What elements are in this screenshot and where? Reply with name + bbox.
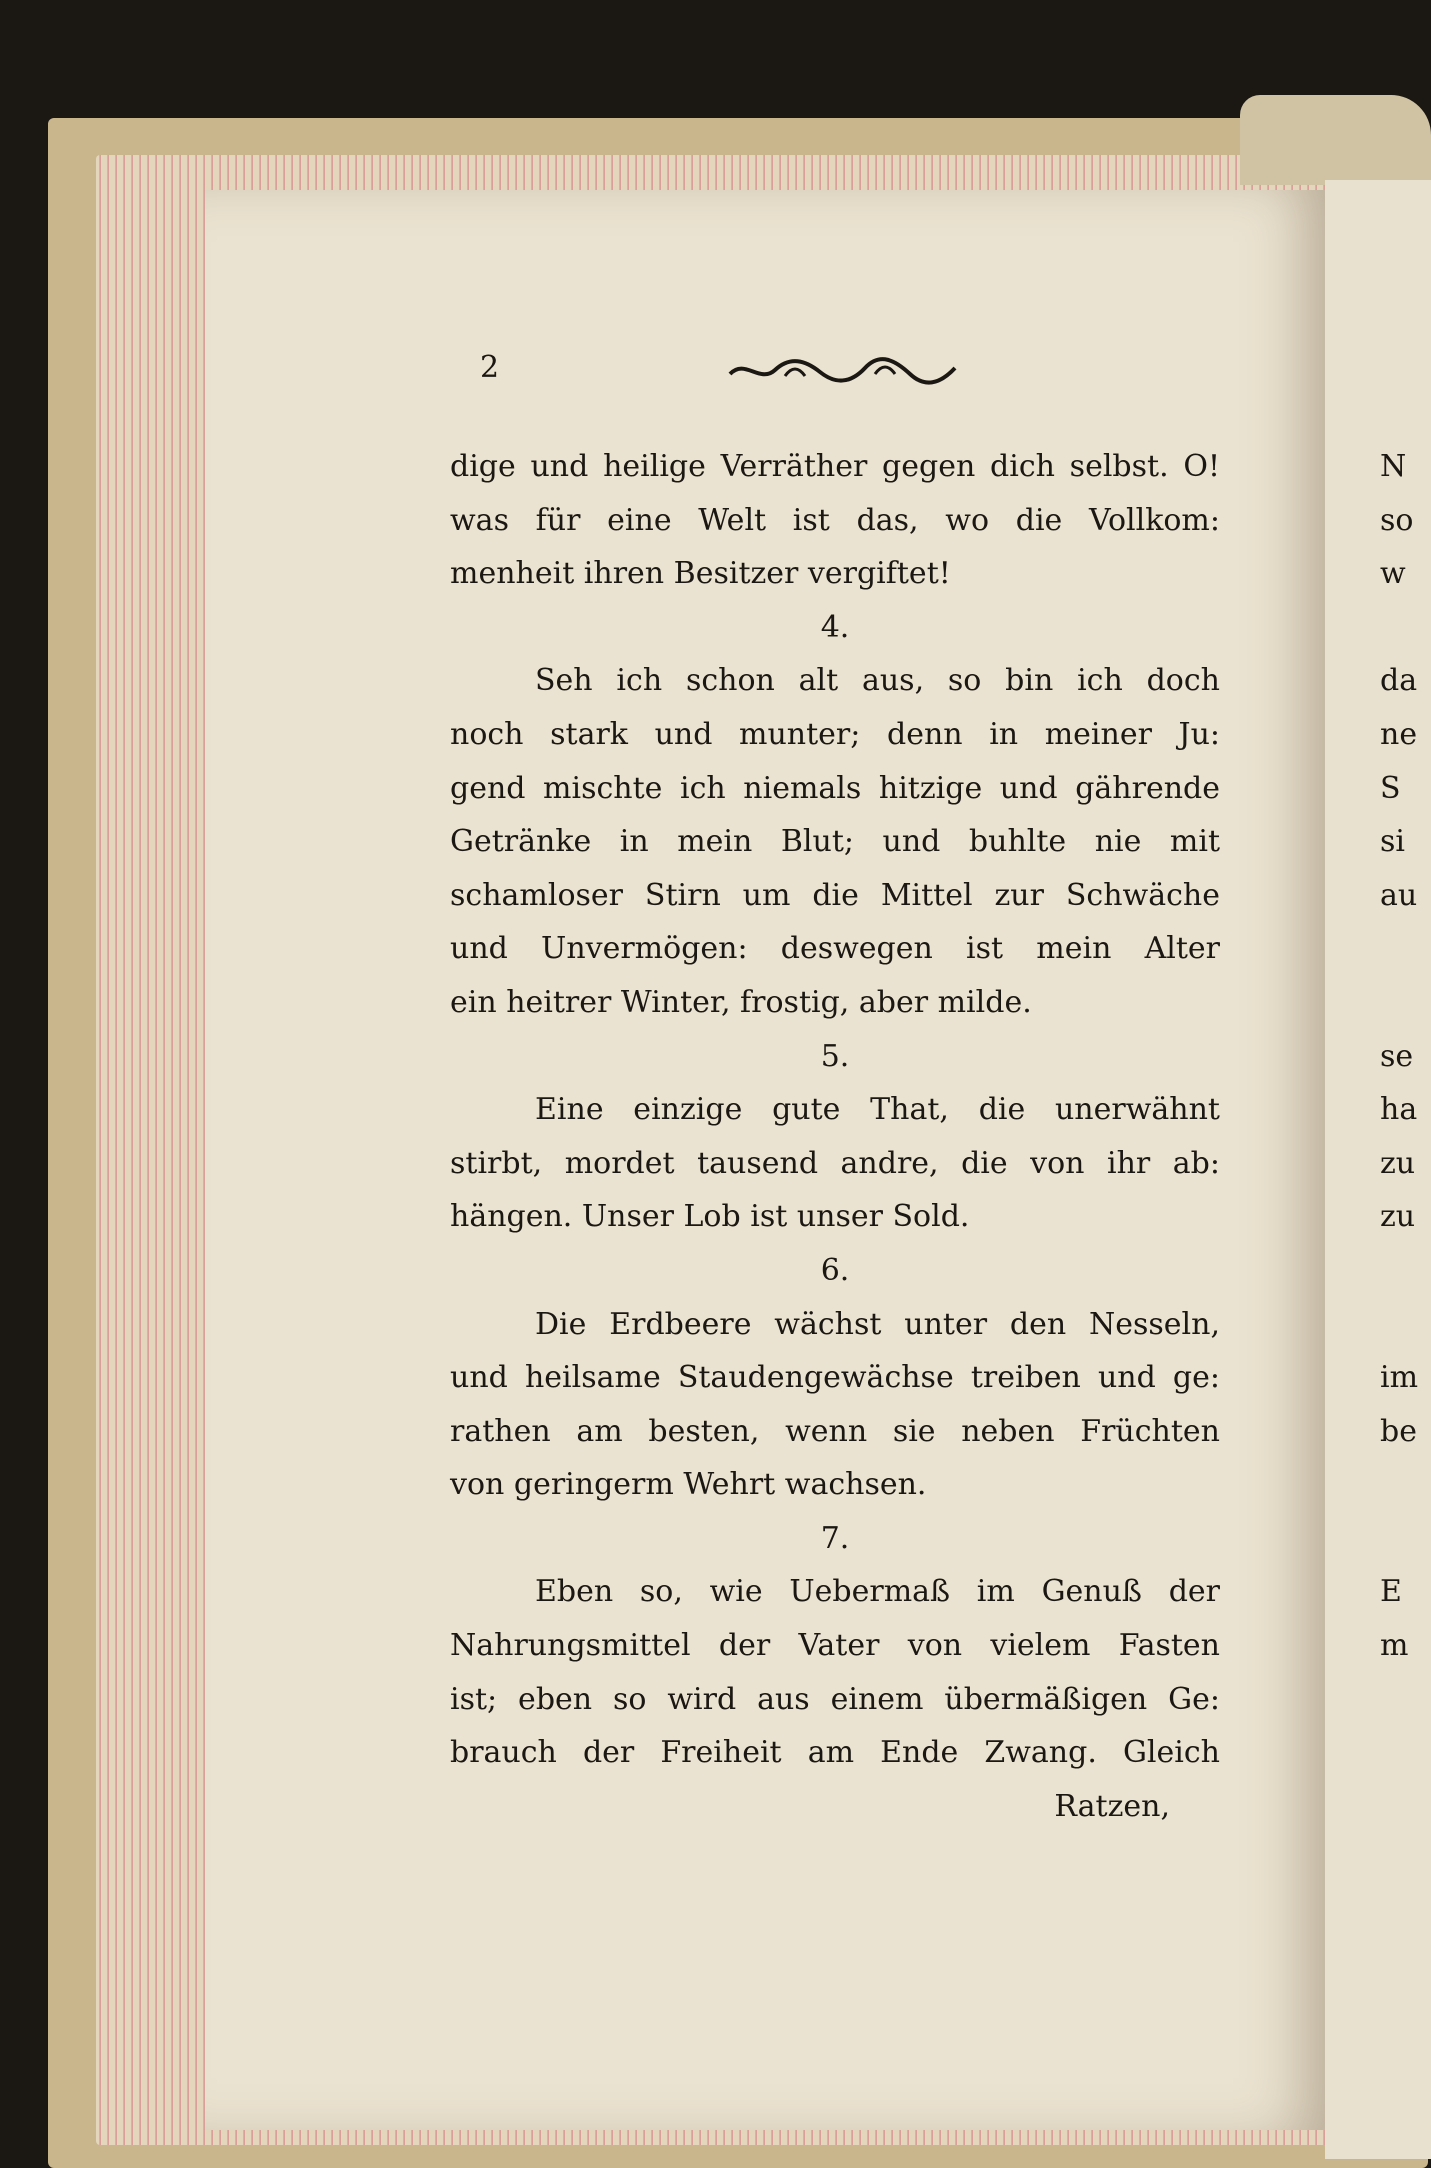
- text-line: Ratzen,: [1054, 1788, 1170, 1824]
- margin-line: be: [1380, 1413, 1417, 1449]
- text-line: 6.: [820, 1252, 850, 1288]
- text-line: ein heitrer Winter, frostig, aber milde.: [450, 984, 1032, 1020]
- text-line: Seh ich schon alt aus, so bin ich doch: [535, 663, 1220, 699]
- margin-line: [1380, 1244, 1431, 1298]
- margin-line: zu: [1380, 1145, 1416, 1181]
- margin-line: si: [1380, 824, 1405, 860]
- text-line: ist; eben so wird aus einem übermäßigen Ge:: [450, 1681, 1220, 1717]
- text-line: 4.: [820, 609, 850, 645]
- text-line: Eben so, wie Uebermaß im Genuß der: [535, 1574, 1220, 1610]
- text-line: 7.: [820, 1520, 850, 1556]
- margin-line: zu: [1380, 1199, 1416, 1235]
- torn-page-corner: [1240, 95, 1431, 185]
- margin-line: ne: [1380, 716, 1418, 752]
- text-line: menheit ihren Besitzer vergiftet!: [450, 556, 951, 592]
- margin-line: se: [1380, 1038, 1414, 1074]
- margin-line: au: [1380, 877, 1418, 913]
- margin-line: [1380, 922, 1431, 976]
- text-line: Nahrungsmittel der Vater von vielem Fasten: [450, 1628, 1220, 1664]
- text-line: dige und heilige Verräther gegen dich selbst. O!: [450, 449, 1220, 484]
- margin-line: E: [1380, 1574, 1402, 1610]
- text-line: noch stark und munter; denn in meiner Ju:: [450, 716, 1220, 752]
- text-line: gend mischte ich niemals hitzige und gährende: [450, 770, 1220, 806]
- margin-line: [1380, 601, 1431, 655]
- page-body-text: [450, 440, 1220, 1833]
- margin-line: [1380, 1458, 1431, 1512]
- text-line: 5.: [820, 1038, 850, 1074]
- text-line: brauch der Freiheit am Ende Zwang. Gleich: [450, 1735, 1220, 1771]
- text-line: Getränke in mein Blut; und buhlte nie mit: [450, 824, 1220, 860]
- ornament-icon: [725, 356, 960, 386]
- margin-line: N: [1380, 449, 1407, 484]
- text-line: von geringerm Wehrt wachsen.: [450, 1467, 927, 1503]
- text-line: und Unvermögen: deswegen ist mein Alter: [450, 931, 1220, 967]
- next-page-margin-text: [1380, 440, 1431, 1673]
- margin-line: im: [1380, 1360, 1419, 1396]
- margin-line: m: [1380, 1628, 1409, 1664]
- margin-line: w: [1380, 556, 1406, 592]
- margin-line: S: [1380, 770, 1401, 806]
- margin-line: [1380, 1512, 1431, 1566]
- text-line: Die Erdbeere wächst unter den Nesseln,: [535, 1306, 1220, 1342]
- text-line: stirbt, mordet tausend andre, die von ihr ab:: [450, 1145, 1220, 1181]
- margin-line: so: [1380, 502, 1414, 538]
- text-line: und heilsame Staudengewächse treiben und ge:: [450, 1360, 1220, 1396]
- text-line: schamloser Stirn um die Mittel zur Schwäche: [450, 877, 1220, 913]
- margin-line: da: [1380, 663, 1418, 699]
- text-line: hängen. Unser Lob ist unser Sold.: [450, 1199, 970, 1235]
- margin-line: [1380, 976, 1431, 1030]
- page-header: [480, 350, 1240, 390]
- text-line: Eine einzige gute That, die unerwähnt: [535, 1092, 1220, 1128]
- margin-line: ha: [1380, 1092, 1418, 1128]
- text-line: rathen am besten, wenn sie neben Früchten: [450, 1413, 1220, 1449]
- margin-line: [1380, 1298, 1431, 1352]
- page-number: 2: [480, 350, 500, 385]
- text-line: was für eine Welt ist das, wo die Vollkom:: [450, 502, 1220, 538]
